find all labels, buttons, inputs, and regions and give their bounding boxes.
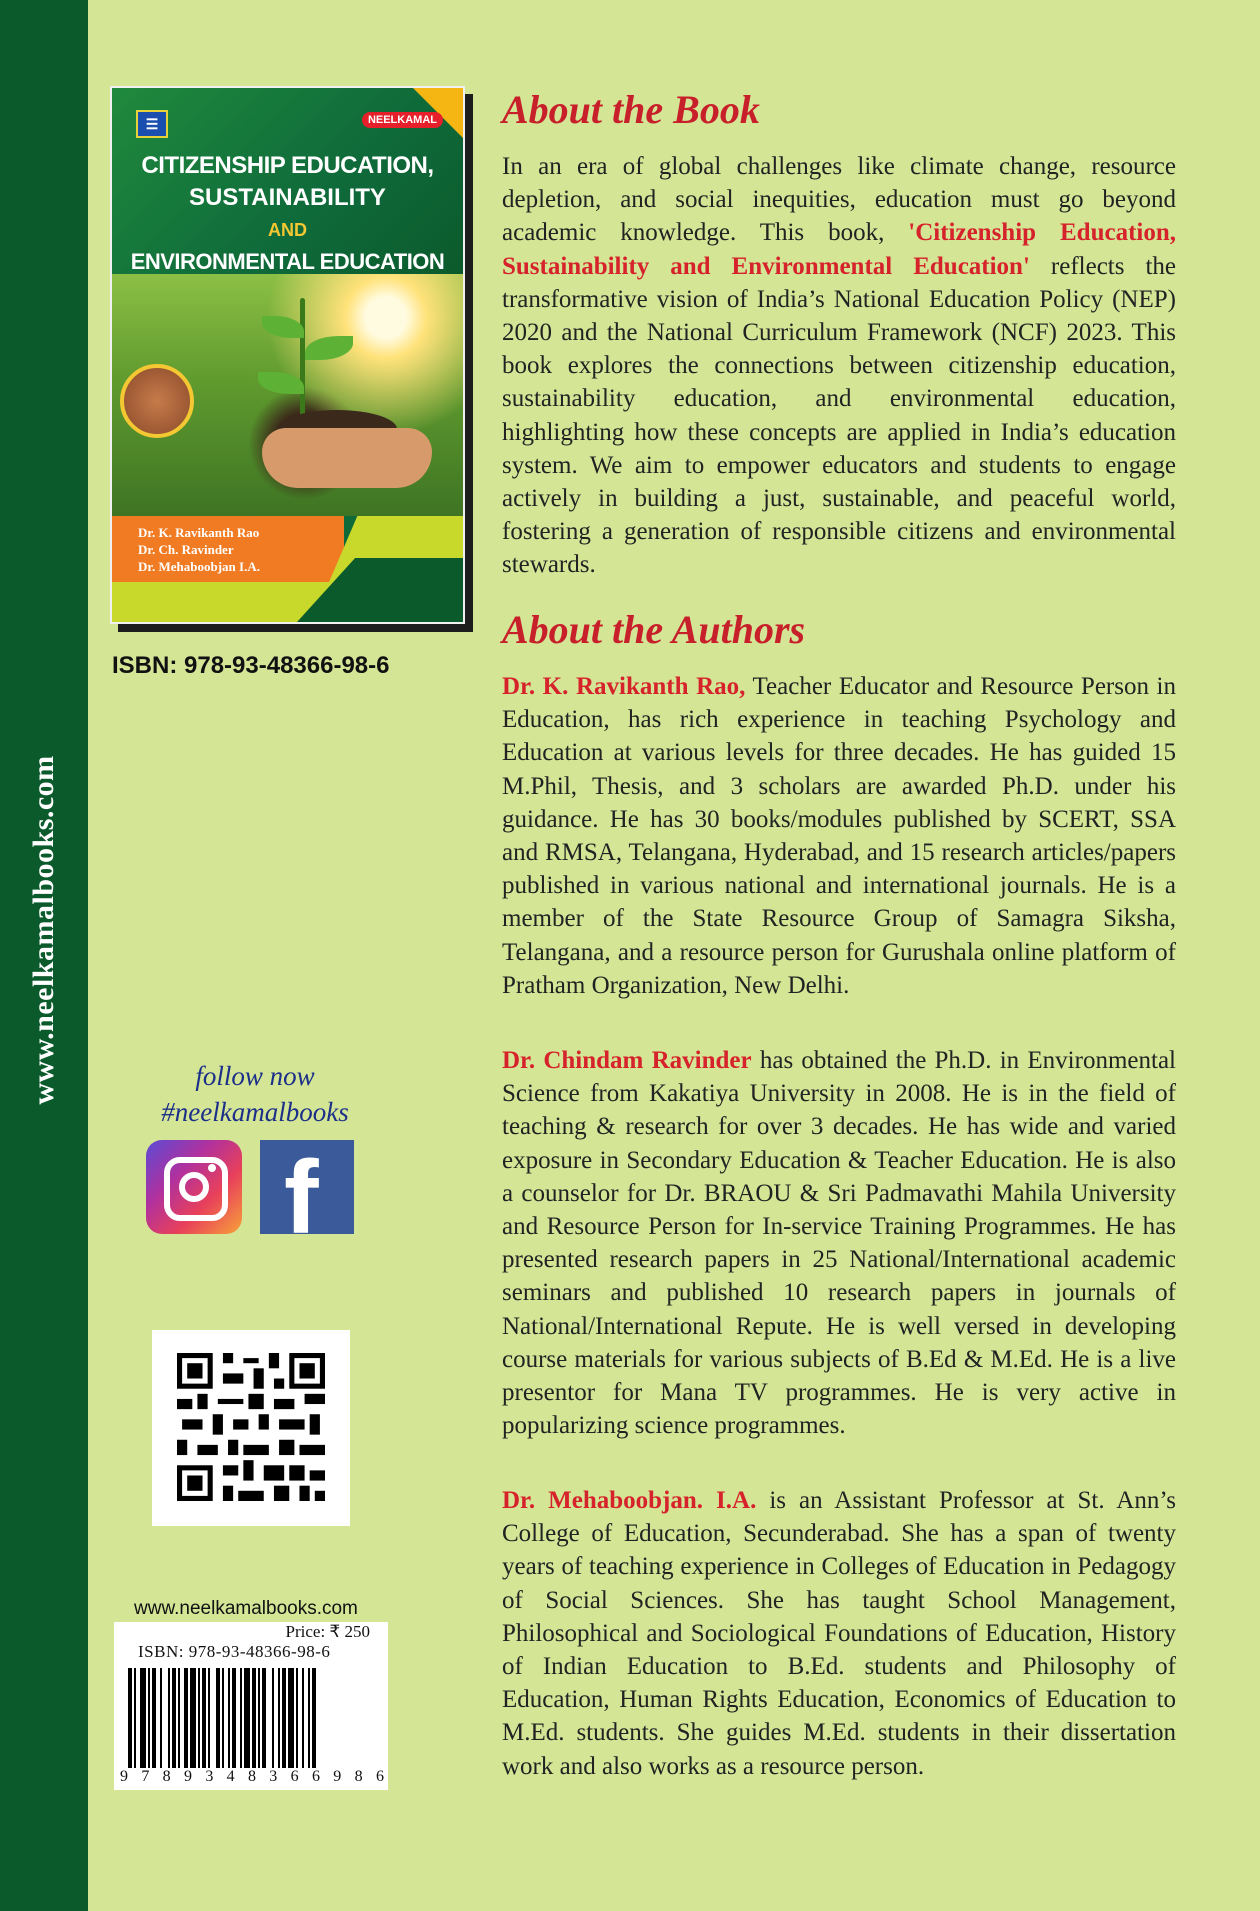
barcode-isbn: ISBN: 978-93-48366-98-6 bbox=[138, 1642, 331, 1661]
author-bio-text: is an Assistant Professor at St. Ann’s College of Education, Secunderabad. She has a span of twenty years of teaching experience in Colleges of Education in Pedagogy of Social Sciences. She has taught School Management, Philosophical and Sociological Foundations of Education, History of Indian Education to B.Ed. students and Philosophy of Education, Human Rights Education, Economics of Education to M.Ed. students. She guides M.Ed. students in their dissertation work and also works as a resource person. bbox=[502, 1487, 1176, 1780]
barcode-digit: 7 bbox=[141, 1768, 150, 1785]
cover-thumbnail bbox=[110, 86, 465, 624]
about-authors-heading: About the Authors bbox=[502, 607, 806, 652]
spine bbox=[0, 0, 88, 1911]
author-name: Dr. K. Ravikanth Rao, bbox=[502, 673, 746, 700]
price: Price: ₹ 250 bbox=[285, 1622, 370, 1641]
barcode-digit: 9 bbox=[333, 1768, 342, 1785]
hashtag[interactable]: #neelkamalbooks bbox=[161, 1097, 349, 1127]
cover-title-line3: AND bbox=[268, 220, 307, 240]
author-bio bbox=[502, 670, 1176, 1002]
qr-code-icon bbox=[177, 1353, 325, 1501]
qr-code[interactable] bbox=[152, 1330, 350, 1526]
barcode-gap bbox=[316, 1668, 318, 1768]
barcode-digit: 8 bbox=[247, 1768, 256, 1785]
cover-author: Dr. Mehaboobjan I.A. bbox=[138, 559, 260, 574]
instagram-lens bbox=[179, 1172, 209, 1202]
book-title-highlight: 'Citizenship Education, Sustainability and Environmental Education' bbox=[502, 219, 1176, 280]
author-bio-text: has obtained the Ph.D. in Environmental Science from Kakatiya University in 2008. He is in the field of teaching & research for over 3 decades. He has wide and varied exposure in Secondary Education & Teacher Education. He is also a counselor for Dr. BRAOU & Sri Padmavathi Mahila University and Resource Person for In-service Training Programmes. He has presented research papers in 25 National/International academic seminars and published 10 research papers in journals of National/International Repute. He is well versed in developing course materials for various subjects of B.Ed & M.Ed. He is a live presentor for Mana TV programmes. He is very active in popularizing science programmes. bbox=[502, 1047, 1176, 1440]
barcode-digit: 6 bbox=[290, 1768, 299, 1785]
barcode-digit: 3 bbox=[205, 1768, 214, 1785]
author-name: Dr. Mehaboobjan. I.A. bbox=[502, 1487, 757, 1514]
about-book-text: In an era of global challenges like climate change, resource depletion, and social inequities, education must go beyond academic knowledge. This book, bbox=[502, 153, 1176, 247]
cover-authors bbox=[138, 524, 260, 575]
isbn-label: ISBN: 978-93-48366-98-6 bbox=[112, 652, 390, 679]
cover-title-line4: ENVIRONMENTAL EDUCATION bbox=[130, 249, 445, 274]
instagram-dot bbox=[208, 1164, 216, 1172]
barcode-digit: 6 bbox=[311, 1768, 320, 1785]
barcode-digit: 8 bbox=[162, 1768, 171, 1785]
author-bio-text: Teacher Educator and Resource Person in Education, has rich experience in teaching Psychology and Education at various levels for three decades. He has guided 15 M.Phil, Thesis, and 3 scholars are awarded Ph.D. under his guidance. He has 30 books/modules published by SCERT, SSA and RMSA, Telangana, Hyderabad, and 15 research articles/papers published in various national and international journals. He is a member of the State Resource Group of Samagra Siksha, Telangana, and a resource person for Gurushala online platform of Pratham Organization, New Delhi. bbox=[502, 673, 1176, 999]
barcode-digit: 3 bbox=[269, 1768, 278, 1785]
barcode-digit: 4 bbox=[226, 1768, 235, 1785]
about-book-paragraph bbox=[502, 150, 1176, 582]
cover-title bbox=[112, 150, 463, 278]
author-bio bbox=[502, 1484, 1176, 1783]
cover-hands-circle-photo bbox=[120, 364, 194, 438]
cover-author: Dr. K. Ravikanth Rao bbox=[138, 525, 260, 540]
barcode-digit: 9 bbox=[183, 1768, 192, 1785]
barcode-digit: 8 bbox=[354, 1768, 363, 1785]
author-bio bbox=[502, 1044, 1176, 1442]
follow-text bbox=[150, 1058, 360, 1130]
barcode-digit: 6 bbox=[375, 1768, 384, 1785]
cover-title-line1: CITIZENSHIP EDUCATION, bbox=[141, 152, 434, 179]
hands bbox=[262, 428, 432, 488]
author-name: Dr. Chindam Ravinder bbox=[502, 1047, 752, 1074]
facebook-icon[interactable] bbox=[260, 1140, 354, 1234]
barcode-bars bbox=[128, 1668, 374, 1768]
barcode-website[interactable]: www.neelkamalbooks.com bbox=[134, 1598, 358, 1619]
barcode-panel bbox=[114, 1622, 388, 1790]
barcode-digit: 9 bbox=[120, 1768, 128, 1785]
facebook-f-glyph: f bbox=[284, 1140, 319, 1234]
cover-author: Dr. Ch. Ravinder bbox=[138, 542, 234, 557]
barcode-digits bbox=[120, 1768, 384, 1786]
about-book-text: reflects the transformative vision of India’s National Education Policy (NEP) 2020 and the National Curriculum Framework (NCF) 2023. This book explores the connections between citizenship education, sustainability education, and environmental education, highlighting how these concepts are applied in India’s education system. We aim to empower educators and students to engage actively in building a just, sustainable, and peaceful world, fostering a generation of responsible citizens and environmental stewards. bbox=[502, 252, 1176, 579]
cover-image bbox=[110, 86, 465, 624]
spine-website[interactable]: www.neelkamalbooks.com bbox=[27, 755, 60, 1105]
about-book-heading: About the Book bbox=[502, 87, 760, 132]
cover-title-line2: SUSTAINABILITY bbox=[189, 184, 386, 211]
book-logo-icon: ☰ bbox=[136, 110, 168, 138]
follow-line: follow now bbox=[195, 1061, 315, 1091]
instagram-icon[interactable] bbox=[146, 1140, 242, 1234]
cover-publisher: NEELKAMAL bbox=[362, 112, 443, 128]
